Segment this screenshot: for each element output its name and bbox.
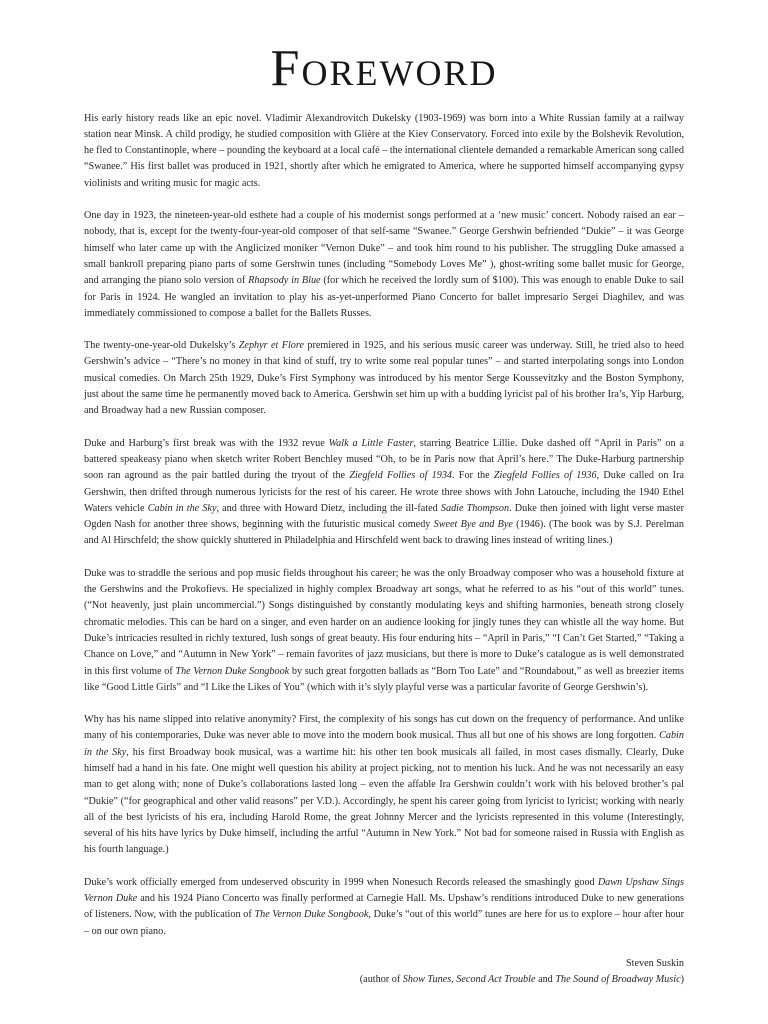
italic-text-run: Cabin in the Sky bbox=[147, 502, 217, 514]
text-run: ) bbox=[680, 974, 684, 986]
foreword-body bbox=[84, 111, 684, 940]
paragraph bbox=[84, 436, 684, 550]
italic-text-run: Show Tunes, Second Act Trouble bbox=[402, 974, 536, 986]
text-run: and his 1924 Piano Concerto was finally performed at Carnegie Hall. Ms. Upshaw’s renditions introduced Duke to new generations of listeners. Now, with the publication of bbox=[84, 893, 684, 921]
text-run: Why has his name slipped into relative anonymity? First, the complexity of his songs has cut down on the frequency of performance. And unlike many of his contemporaries, Duke was never able to move into the modern book musical. Thus all but one of his shows are long forgotten. bbox=[84, 714, 684, 742]
text-run: Duke and Harburg’s first break was with the 1932 revue bbox=[84, 437, 329, 449]
text-run: , and three with Howard Dietz, including the ill-fated bbox=[216, 502, 441, 514]
text-run: One day in 1923, the nineteen-year-old esthete had a couple of his modernist songs performed at a ‘new music’ concert. Nobody raised an ear – nobody, that is, except for the twenty-four-year-old composer of that self-same “Swanee.” George Gershwin befriended “Dukie” – it was George himself who later came up with the Anglicized moniker “Vernon Duke” – and took him round to his publisher. The struggling Duke amassed a small bankroll preparing piano parts of some Gershwin tunes (including “Somebody Loves Me” ), ghost-writing some ballet music for George, and arranging the piano solo version of bbox=[84, 210, 684, 287]
italic-text-run: Dawn Upshaw Sings Vernon Duke bbox=[84, 876, 684, 905]
italic-text-run: The Vernon Duke Songbook bbox=[175, 665, 290, 677]
italic-text-run: Walk a Little Faster bbox=[328, 437, 414, 449]
italic-text-run: Ziegfeld Follies of 1934 bbox=[349, 470, 453, 482]
paragraph bbox=[84, 712, 684, 859]
italic-text-run: The Vernon Duke Songbook bbox=[254, 909, 369, 921]
signature-credit bbox=[84, 972, 684, 988]
page-title: Foreword bbox=[270, 40, 498, 97]
text-run: , Duke called on Ira Gershwin, then drifted through numerous lyricists for the rest of his career. He wrote three shows with John Latouche, including the 1940 Ethel Waters vehicle bbox=[84, 470, 684, 514]
text-run: , his first Broadway book musical, was a wartime hit: his other ten book musicals all failed, in most cases dismally. Clearly, Duke himself had a hand in his fate. One might well question his ability at project picking, not to mention his luck. And he was not necessarily an easy man to get along with; none of Duke’s collaborations lasted long – even the affable Ira Gershwin couldn’t work with his beloved brother’s pal “Dukie” (“for geographical and other valid reasons” per V.D.). Accordingly, he spent his career going from lyricist to lyricist; working with nearly all of the best lyricists of his era, including Harold Rome, the great Johnny Mercer and the lyricists represented in this volume (Interestingly, several of his hits have lyrics by Duke himself, including the artful “Autumn in New York.” Not bad for someone raised in Russia with English as his fourth language.) bbox=[84, 746, 684, 856]
text-run: . For the bbox=[452, 470, 494, 482]
italic-text-run: Sweet Bye and Bye bbox=[433, 519, 513, 531]
paragraph bbox=[84, 566, 684, 696]
text-run: His early history reads like an epic novel. Vladimir Alexandrovitch Dukelsky (1903-1969) was born into a White Russian family at a railway station near Minsk. A child prodigy, he studied composition with Glière at the Kiev Conservatory. Forced into exile by the Bolshevik Revolution, he fled to Constantinople, where – pounding the keyboard at a local café – the international clientele demanded a remarkable American song called “Swanee.” His first ballet was produced in 1921, shortly after which he emigrated to America, where he supported himself accompanying gypsy violinists and writing music for magic acts. bbox=[84, 112, 684, 189]
paragraph bbox=[84, 111, 684, 192]
paragraph bbox=[84, 875, 684, 940]
italic-text-run: Sadie Thompson bbox=[440, 502, 510, 514]
text-run: and bbox=[535, 974, 556, 986]
italic-text-run: The Sound of Broadway Music bbox=[555, 974, 681, 986]
text-run: , starring Beatrice Lillie. Duke dashed off “April in Paris” on a battered speakeasy piano when sketch writer Robert Benchley mused “Oh, to be in Paris now that April’s here.” The Duke-Harburg partnership soon ran aground as the pair battled during the tryout of the bbox=[84, 437, 685, 482]
text-run: (1946). (The book was by S.J. Perelman and Al Hirschfeld; the show quickly shuttered in Philadelphia and Hirschfeld went back to drawing lines instead of writing lines.) bbox=[84, 519, 684, 547]
text-run: . Duke then joined with light verse master Ogden Nash for another three shows, beginning with the futuristic musical comedy bbox=[84, 502, 684, 531]
italic-text-run: Cabin in the Sky bbox=[84, 730, 684, 758]
signature-block bbox=[84, 956, 684, 989]
text-run: premiered in 1925, and his serious music career was underway. Still, he tried also to heed Gershwin’s advice – “There’s no money in that kind of stuff, try to write some real popular tunes” – and started interpolating songs into London musical comedies. On March 25th 1929, Duke’s First Symphony was introduced by his mentor Serge Koussevitzky and the Boston Symphony, just about the same time he permanently moved back to America. Gershwin set him up with a budding lyricist pal of his brother Ira’s, Yip Harburg, and Broadway had a new Russian composer. bbox=[84, 340, 685, 417]
text-run: (author of bbox=[359, 974, 403, 986]
paragraph bbox=[84, 208, 684, 322]
signature-name: Steven Suskin bbox=[625, 957, 684, 969]
italic-text-run: Zephyr et Flore bbox=[238, 340, 304, 352]
text-run: Duke was to straddle the serious and pop music fields throughout his career; he was the only Broadway composer who was a household fixture at the Gershwins and the Prokofievs. He specialized in highly complex Broadway art songs, what he referred to as his “out of this world” tunes. (“Not heavenly, just plain uncommercial.”) Songs distinguished by constantly modulating keys and shifting harmonies, beneath strong closely chromatic melodies. This can be hard on a singer, and even harder on an audience looking for jingly tunes they can whistle all the way home. But Duke’s intricacies resulted in richly textured, lush songs of great beauty. His four enduring hits – “April in Paris,” “I Can’t Get Started,” “Taking a Chance on Love,” and “Autumn in New York” – remain favorites of jazz musicians, but there is more to Duke’s catalogue as is well demonstrated in this first volume of bbox=[84, 567, 684, 677]
text-run: Duke’s work officially emerged from undeserved obscurity in 1999 when Nonesuch Records released the smashingly good bbox=[84, 876, 598, 888]
text-run: (for which he received the lordly sum of $100). This was enough to enable Duke to sail for Paris in 1924. He wangled an invitation to play his as-yet-unperformed Piano Concerto for ballet impresario Sergei Diaghilev, and was immediately commissioned to compose a ballet for the Ballets Russes. bbox=[84, 275, 684, 319]
text-run: by such great forgotten ballads as “Born Too Late” and “Roundabout,” as well as breezier items like “Good Little Girls” and “I Like the Likes of You” (which with it’s slyly playful verse was a particular favorite of George Gershwin’s). bbox=[84, 665, 684, 693]
text-run: The twenty-one-year-old Dukelsky’s bbox=[84, 340, 239, 352]
italic-text-run: Ziegfeld Follies of 1936 bbox=[493, 470, 597, 482]
paragraph bbox=[84, 338, 684, 419]
text-run: , Duke’s “out of this world” tunes are here for us to explore – hour after hour – on our own piano. bbox=[84, 909, 684, 937]
italic-text-run: Rhapsody in Blue bbox=[248, 275, 321, 287]
